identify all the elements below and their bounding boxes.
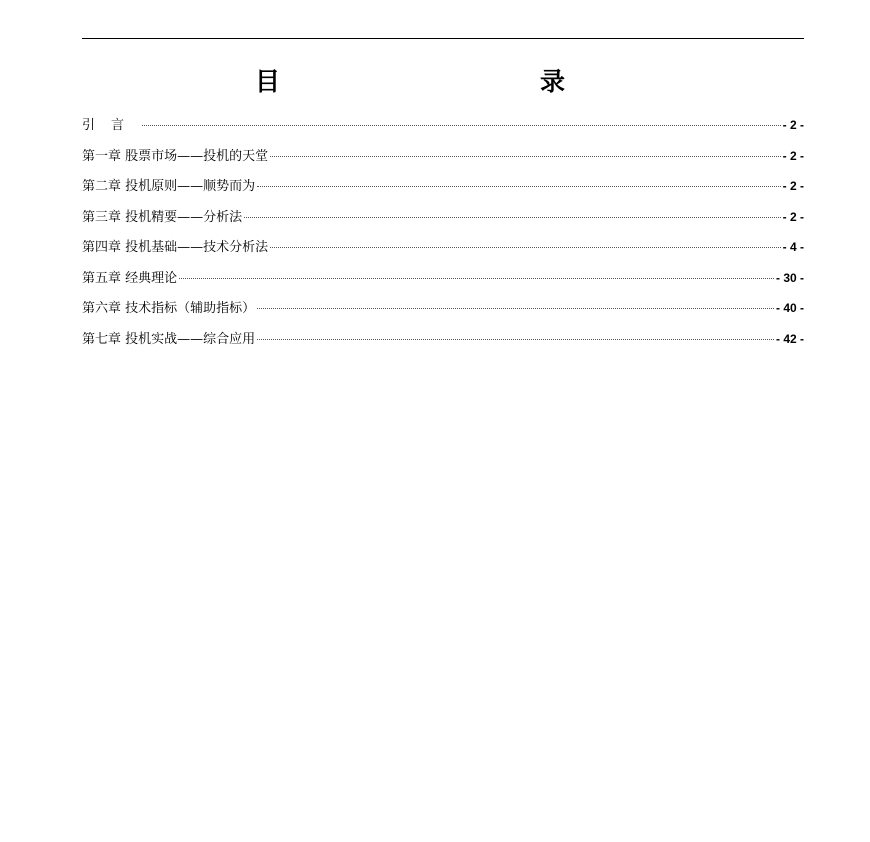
toc-entry[interactable] xyxy=(82,293,804,324)
toc-entry[interactable] xyxy=(82,232,804,263)
toc-dot-leader xyxy=(257,308,774,309)
toc-entry[interactable] xyxy=(82,202,804,233)
toc-entry-label: 第六章 技术指标（辅助指标） xyxy=(82,301,256,316)
toc-dot-leader xyxy=(179,278,774,279)
toc-dot-leader xyxy=(244,217,781,218)
toc-entry-page: - 2 - xyxy=(782,179,804,193)
toc-entry-page: - 2 - xyxy=(782,118,804,132)
toc-entry-label: 第一章 股票市场——投机的天堂 xyxy=(82,148,269,164)
toc-entry[interactable] xyxy=(82,110,804,141)
toc-entry-page: - 42 - xyxy=(775,331,804,346)
toc-dot-leader xyxy=(270,156,781,157)
toc-entry-label: 引言 xyxy=(82,118,141,133)
toc-dot-leader xyxy=(257,339,774,340)
toc-entry-page: - 2 - xyxy=(782,209,804,224)
toc-entry[interactable] xyxy=(82,171,804,202)
toc-entry[interactable] xyxy=(82,324,804,355)
header-rule xyxy=(82,38,804,39)
toc-entry[interactable] xyxy=(82,141,804,172)
toc-entry-label: 第二章 投机原则——顺势而为 xyxy=(82,179,256,194)
toc-entry-page: - 40 - xyxy=(775,301,804,315)
toc-entry[interactable] xyxy=(82,263,804,294)
toc-entry-page: - 2 - xyxy=(782,148,804,163)
toc-list xyxy=(82,110,804,354)
toc-title: 目 录 xyxy=(254,67,635,96)
toc-entry-page: - 4 - xyxy=(782,240,804,254)
toc-entry-label: 第三章 投机精要——分析法 xyxy=(82,209,243,225)
toc-dot-leader xyxy=(257,186,781,187)
toc-entry-label: 第四章 投机基础——技术分析法 xyxy=(82,240,269,255)
toc-dot-leader xyxy=(270,247,781,248)
toc-entry-label: 第七章 投机实战——综合应用 xyxy=(82,331,256,347)
toc-dot-leader xyxy=(142,125,781,126)
toc-entry-page: - 30 - xyxy=(775,270,804,285)
toc-entry-label: 第五章 经典理论 xyxy=(82,270,178,286)
